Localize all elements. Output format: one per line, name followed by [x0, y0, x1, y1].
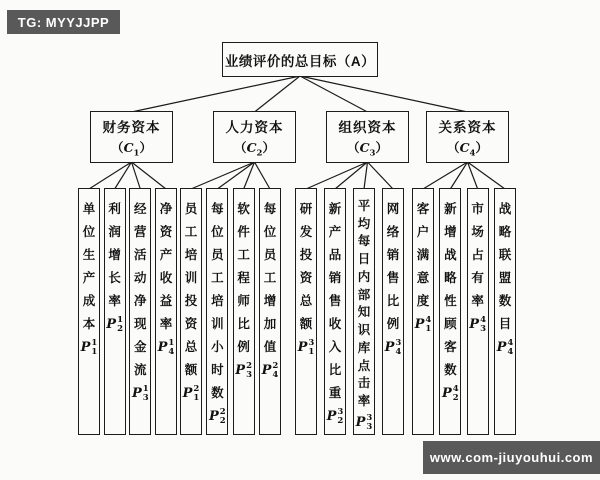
leaf-label-char: 每 [263, 201, 277, 216]
leaf-label-char: 库 [357, 340, 371, 355]
leaf-symbol: P 2 3 [235, 361, 252, 380]
capital-code: $(C_2)$ [234, 139, 275, 159]
leaf-label-char: 增 [444, 224, 457, 239]
capital-name: 关系资本 [438, 119, 497, 135]
leaf-label-char: 网 [386, 201, 400, 216]
watermark-bottom-right-text: www.com-jiuyouhui.com [429, 450, 594, 465]
leaf-symbol: P 3 2 [326, 407, 344, 426]
capital-code: $(C_3)$ [347, 139, 388, 159]
leaf-node [439, 188, 461, 435]
leaf-label-char: 略 [498, 224, 512, 239]
leaf-label-char: 本 [82, 316, 96, 331]
leaf-label-char: 比 [386, 293, 400, 308]
watermark-top-left-text: TG: MYYJJPP [17, 14, 110, 30]
leaf-symbol: P 4 2 [441, 384, 459, 403]
leaf-label-char: 产 [328, 224, 342, 239]
leaf-node [104, 188, 126, 435]
leaf-label-char: 品 [328, 247, 342, 262]
watermark-bottom-right [423, 441, 600, 474]
leaf-label-char: 动 [134, 270, 147, 285]
leaf-label-char: 额 [299, 316, 313, 331]
leaf-label-char: 流 [134, 362, 147, 377]
leaf-label-char: 训 [211, 316, 224, 331]
leaf-label-char: 市 [471, 201, 484, 216]
leaf-label-char: 工 [184, 224, 198, 239]
capital-node [213, 111, 296, 163]
leaf-label-char: 产 [82, 270, 96, 285]
leaf-label-char: 位 [82, 224, 96, 239]
leaf-node [467, 188, 489, 435]
leaf-label-char: 资 [184, 316, 198, 331]
leaf-symbol: P 4 1 [414, 315, 432, 334]
leaf-group [412, 188, 516, 435]
leaf-label-char: 工 [211, 270, 224, 285]
leaf-label-char: 资 [299, 270, 313, 285]
leaf-label-char: 收 [328, 316, 342, 331]
leaf-label-char: 数 [498, 293, 512, 308]
leaf-label-char: 略 [444, 270, 457, 285]
leaf-node [295, 188, 317, 435]
leaf-node [206, 188, 228, 435]
root-goal-node [222, 42, 378, 77]
leaf-label-char: 加 [263, 316, 277, 331]
leaf-label-char: 经 [134, 201, 147, 216]
leaf-label-char: 件 [237, 224, 250, 239]
leaf-label-char: 率 [357, 394, 371, 409]
leaf-symbol: P 4 3 [469, 315, 486, 334]
leaf-label-char: 每 [357, 234, 371, 249]
leaf-label-char: 单 [82, 201, 96, 216]
leaf-label-char: 员 [184, 201, 198, 216]
leaf-label-char: 额 [184, 362, 198, 377]
capital-node [326, 111, 409, 163]
leaf-label-char: 程 [237, 270, 250, 285]
leaf-node [129, 188, 151, 435]
leaf-node [78, 188, 100, 435]
leaf-label-char: 新 [444, 201, 457, 216]
leaf-symbol: P 1 2 [106, 315, 123, 334]
leaf-label-char: 数 [211, 385, 224, 400]
leaf-label-char: 新 [328, 201, 342, 216]
leaf-node [353, 188, 375, 435]
leaf-label-char: 投 [299, 247, 313, 262]
leaf-label-char: 训 [184, 270, 198, 285]
leaf-label-char: 资 [159, 224, 173, 239]
capital-name: 组织资本 [338, 119, 397, 135]
leaf-label-char: 知 [357, 305, 371, 320]
leaf-label-char: 金 [134, 339, 147, 354]
leaf-label-char: 位 [263, 224, 277, 239]
leaf-label-char: 日 [357, 252, 371, 267]
capital-code: $(C_1)$ [111, 139, 152, 159]
leaf-label-char: 产 [159, 247, 173, 262]
leaf-label-char: 络 [386, 224, 400, 239]
leaf-symbol: P 2 2 [208, 407, 226, 426]
leaf-symbol: P 1 3 [131, 384, 149, 403]
leaf-group [180, 188, 281, 435]
leaf-label-char: 每 [211, 201, 224, 216]
leaf-label-char: 客 [416, 201, 430, 216]
leaf-label-char: 增 [108, 247, 121, 262]
leaf-label-char: 率 [108, 293, 121, 308]
leaf-label-char: 时 [211, 362, 224, 377]
leaf-label-char: 营 [134, 224, 147, 239]
leaf-label-char: 员 [263, 247, 277, 262]
leaf-label-char: 培 [184, 247, 198, 262]
leaf-label-char: 客 [444, 339, 457, 354]
leaf-node [259, 188, 281, 435]
leaf-label-char: 性 [444, 293, 457, 308]
leaf-label-char: 数 [444, 362, 457, 377]
leaf-label-char: 工 [237, 247, 250, 262]
leaf-label-char: 售 [328, 293, 342, 308]
leaf-label-char: 培 [211, 293, 224, 308]
leaf-label-char: 率 [471, 293, 484, 308]
leaf-label-char: 研 [299, 201, 313, 216]
leaf-label-char: 利 [108, 201, 121, 216]
capital-name: 财务资本 [102, 119, 161, 135]
leaf-label-char: 占 [471, 247, 484, 262]
leaf-label-char: 入 [328, 339, 342, 354]
leaf-label-char: 收 [159, 270, 173, 285]
leaf-label-char: 户 [416, 224, 430, 239]
leaf-label-char: 润 [108, 224, 121, 239]
leaf-group [295, 188, 404, 435]
leaf-label-char: 生 [82, 247, 96, 262]
root-goal-label: 业绩评价的总目标（A） [224, 53, 376, 69]
leaf-node [155, 188, 177, 435]
capital-code: $(C_4)$ [447, 139, 488, 159]
leaf-label-char: 工 [263, 270, 277, 285]
watermark-top-left [7, 10, 120, 34]
leaf-label-char: 销 [386, 247, 400, 262]
leaf-symbol: P 1 4 [157, 338, 175, 357]
leaf-label-char: 软 [237, 201, 250, 216]
leaf-label-char: 成 [82, 293, 96, 308]
leaf-label-char: 内 [357, 269, 371, 284]
leaf-label-char: 战 [498, 201, 512, 216]
leaf-label-char: 小 [211, 339, 224, 354]
leaf-node [180, 188, 202, 435]
leaf-symbol: P 2 4 [261, 361, 279, 380]
capital-node [426, 111, 509, 163]
leaf-label-char: 净 [134, 293, 147, 308]
leaf-label-char: 部 [357, 287, 371, 302]
leaf-label-char: 联 [498, 247, 512, 262]
leaf-label-char: 销 [328, 270, 342, 285]
leaf-label-char: 值 [263, 339, 277, 354]
leaf-label-char: 战 [444, 247, 457, 262]
leaf-label-char: 满 [416, 247, 430, 262]
leaf-node [324, 188, 346, 435]
leaf-label-char: 例 [237, 339, 250, 354]
leaf-symbol: P 4 4 [496, 338, 514, 357]
leaf-symbol: P 2 1 [182, 384, 200, 403]
leaf-label-char: 比 [237, 316, 250, 331]
leaf-label-char: 率 [159, 316, 173, 331]
leaf-symbol: P 1 1 [80, 338, 98, 357]
leaf-label-char: 现 [134, 316, 147, 331]
leaf-label-char: 活 [134, 247, 147, 262]
capital-name: 人力资本 [225, 119, 284, 135]
leaf-label-char: 总 [299, 293, 313, 308]
leaf-label-char: 点 [357, 358, 371, 373]
leaf-node [382, 188, 404, 435]
leaf-symbol: P 3 4 [384, 338, 402, 357]
leaf-label-char: 意 [416, 270, 430, 285]
leaf-symbol: P 3 1 [297, 338, 315, 357]
leaf-node [412, 188, 434, 435]
leaf-group [78, 188, 177, 435]
leaf-label-char: 盟 [498, 270, 512, 285]
leaf-label-char: 识 [357, 323, 371, 338]
leaf-label-char: 投 [184, 293, 198, 308]
leaf-label-char: 顾 [444, 316, 457, 331]
leaf-label-char: 净 [159, 201, 173, 216]
leaf-label-char: 场 [471, 224, 484, 239]
leaf-label-char: 发 [299, 224, 313, 239]
leaf-label-char: 例 [386, 316, 400, 331]
leaf-label-char: 均 [357, 216, 371, 231]
leaf-label-char: 长 [108, 270, 121, 285]
leaf-label-char: 有 [471, 270, 484, 285]
leaf-label-char: 比 [328, 362, 342, 377]
leaf-label-char: 益 [159, 293, 173, 308]
leaf-label-char: 位 [211, 224, 224, 239]
leaf-node [494, 188, 516, 435]
leaf-label-char: 售 [386, 270, 400, 285]
leaf-label-char: 目 [498, 316, 512, 331]
leaf-label-char: 师 [237, 293, 250, 308]
leaf-label-char: 平 [357, 198, 371, 213]
leaf-label-char: 击 [357, 376, 371, 391]
leaf-label-char: 员 [211, 247, 224, 262]
leaf-label-char: 度 [416, 293, 430, 308]
capital-node [90, 111, 173, 163]
leaf-symbol: P 3 3 [355, 413, 373, 432]
leaf-label-char: 总 [184, 339, 198, 354]
leaf-label-char: 重 [328, 385, 342, 400]
leaf-label-char: 增 [263, 293, 277, 308]
leaf-node [233, 188, 255, 435]
